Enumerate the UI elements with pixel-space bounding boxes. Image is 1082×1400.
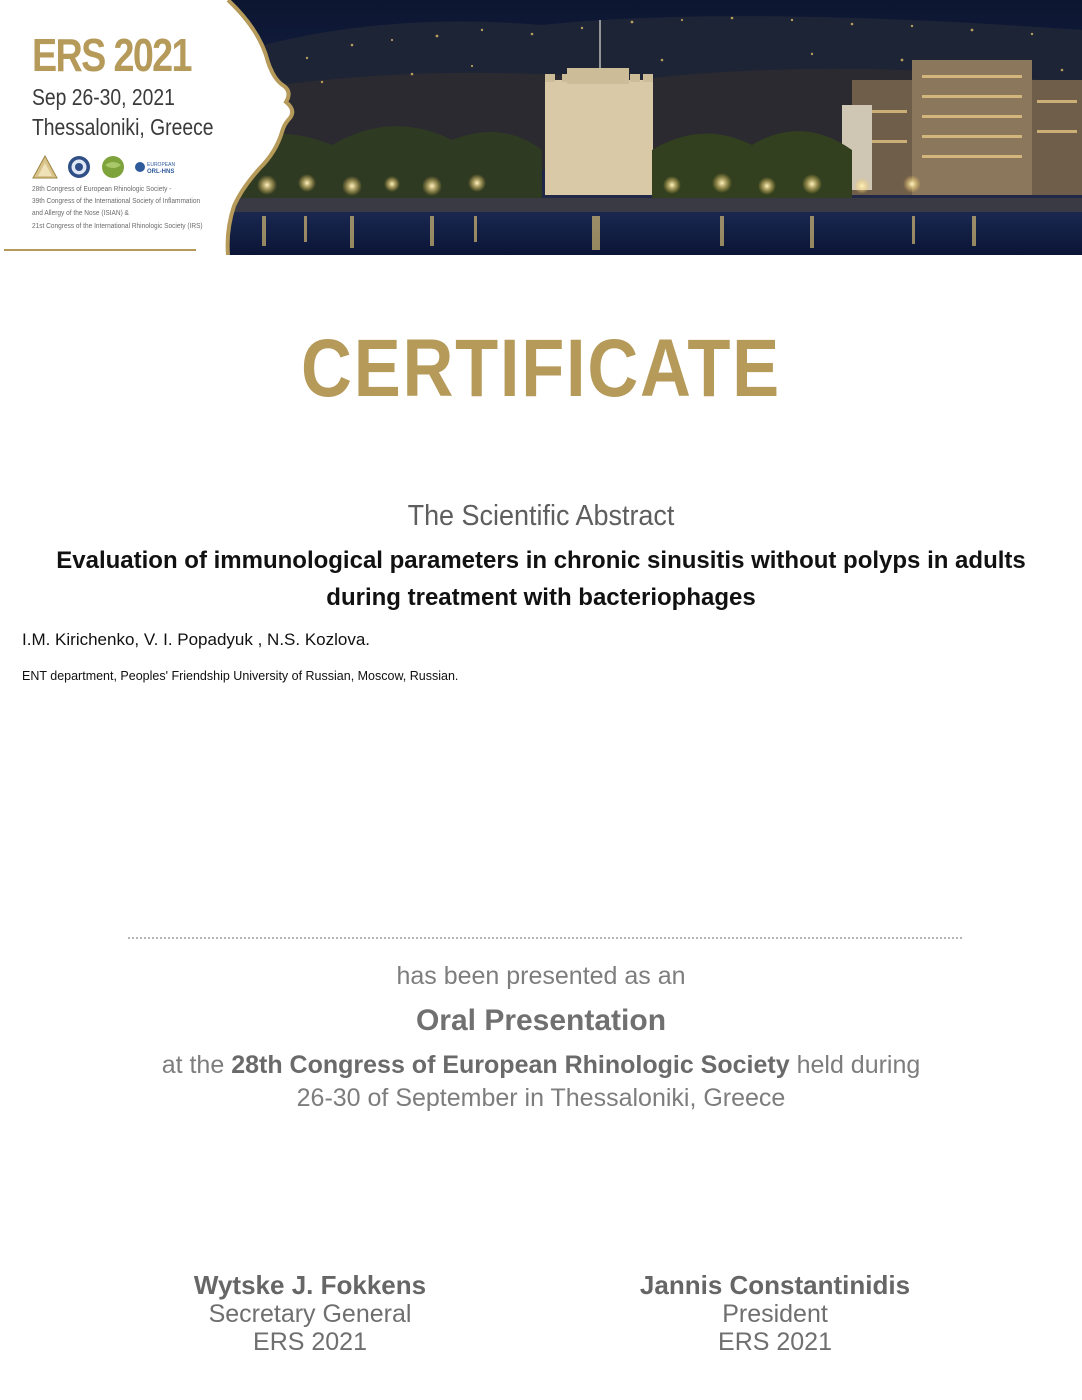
event-logo-title: ERS 2021 — [32, 29, 191, 81]
congress-dates: 26-30 of September in Thessaloniki, Greece — [296, 1084, 786, 1112]
isian-globe-logo — [100, 155, 126, 179]
brand-divider — [4, 249, 196, 251]
event-dates: Sep 26-30, 2021 — [32, 84, 175, 110]
congress-line-3: and Allergy of the Nose (ISIAN) & — [32, 208, 129, 217]
signatory-name: Wytske J. Fokkens — [193, 1270, 427, 1300]
event-branding — [0, 0, 235, 255]
congress-prefix: at the — [161, 1051, 225, 1079]
congress-line-4: 21st Congress of the International Rhinologic Society (IRS) — [32, 221, 203, 230]
event-location: Thessaloniki, Greece — [32, 114, 214, 140]
header-banner — [0, 0, 1082, 255]
signatory-role: President — [722, 1300, 828, 1328]
signature-president — [565, 1270, 985, 1356]
abstract-title: Evaluation of immunological parameters in chronic sinusitis without polyps in adults during treatment with bacteriophages — [56, 547, 1026, 611]
svg-text:ORL-HNS: ORL-HNS — [147, 169, 175, 175]
section-divider — [128, 937, 962, 939]
congress-name: 28th Congress of European Rhinologic Society — [231, 1051, 790, 1079]
signatory-event: ERS 2021 — [718, 1328, 832, 1356]
presented-statement: has been presented as an — [396, 962, 686, 990]
svg-text:EUROPEAN: EUROPEAN — [147, 162, 176, 168]
affiliation: ENT department, Peoples' Friendship University of Russian, Moscow, Russian. — [22, 669, 459, 683]
signature-secretary-general — [100, 1270, 520, 1356]
certificate-title: CERTIFICATE — [301, 323, 781, 414]
authors: I.M. Kirichenko, V. I. Popadyuk , N.S. Kozlova. — [22, 630, 371, 649]
signatory-name: Jannis Constantinidis — [639, 1270, 911, 1300]
presentation-type: Oral Presentation — [415, 1004, 667, 1037]
pyramid-society-logo — [32, 155, 58, 179]
abstract-label: The Scientific Abstract — [407, 500, 675, 532]
congress-suffix: held during — [796, 1051, 921, 1079]
thessaloniki-night-photo — [212, 0, 1082, 255]
signatory-role: Secretary General — [208, 1300, 412, 1328]
congress-statement — [0, 1051, 1082, 1080]
congress-line-1: 28th Congress of European Rhinologic Society - — [32, 184, 172, 193]
european-orl-hns-logo — [134, 159, 180, 180]
signatory-event: ERS 2021 — [253, 1328, 367, 1356]
congress-line-2: 39th Congress of the International Society of Inflammation — [32, 196, 201, 205]
irs-seal-logo — [66, 155, 92, 179]
